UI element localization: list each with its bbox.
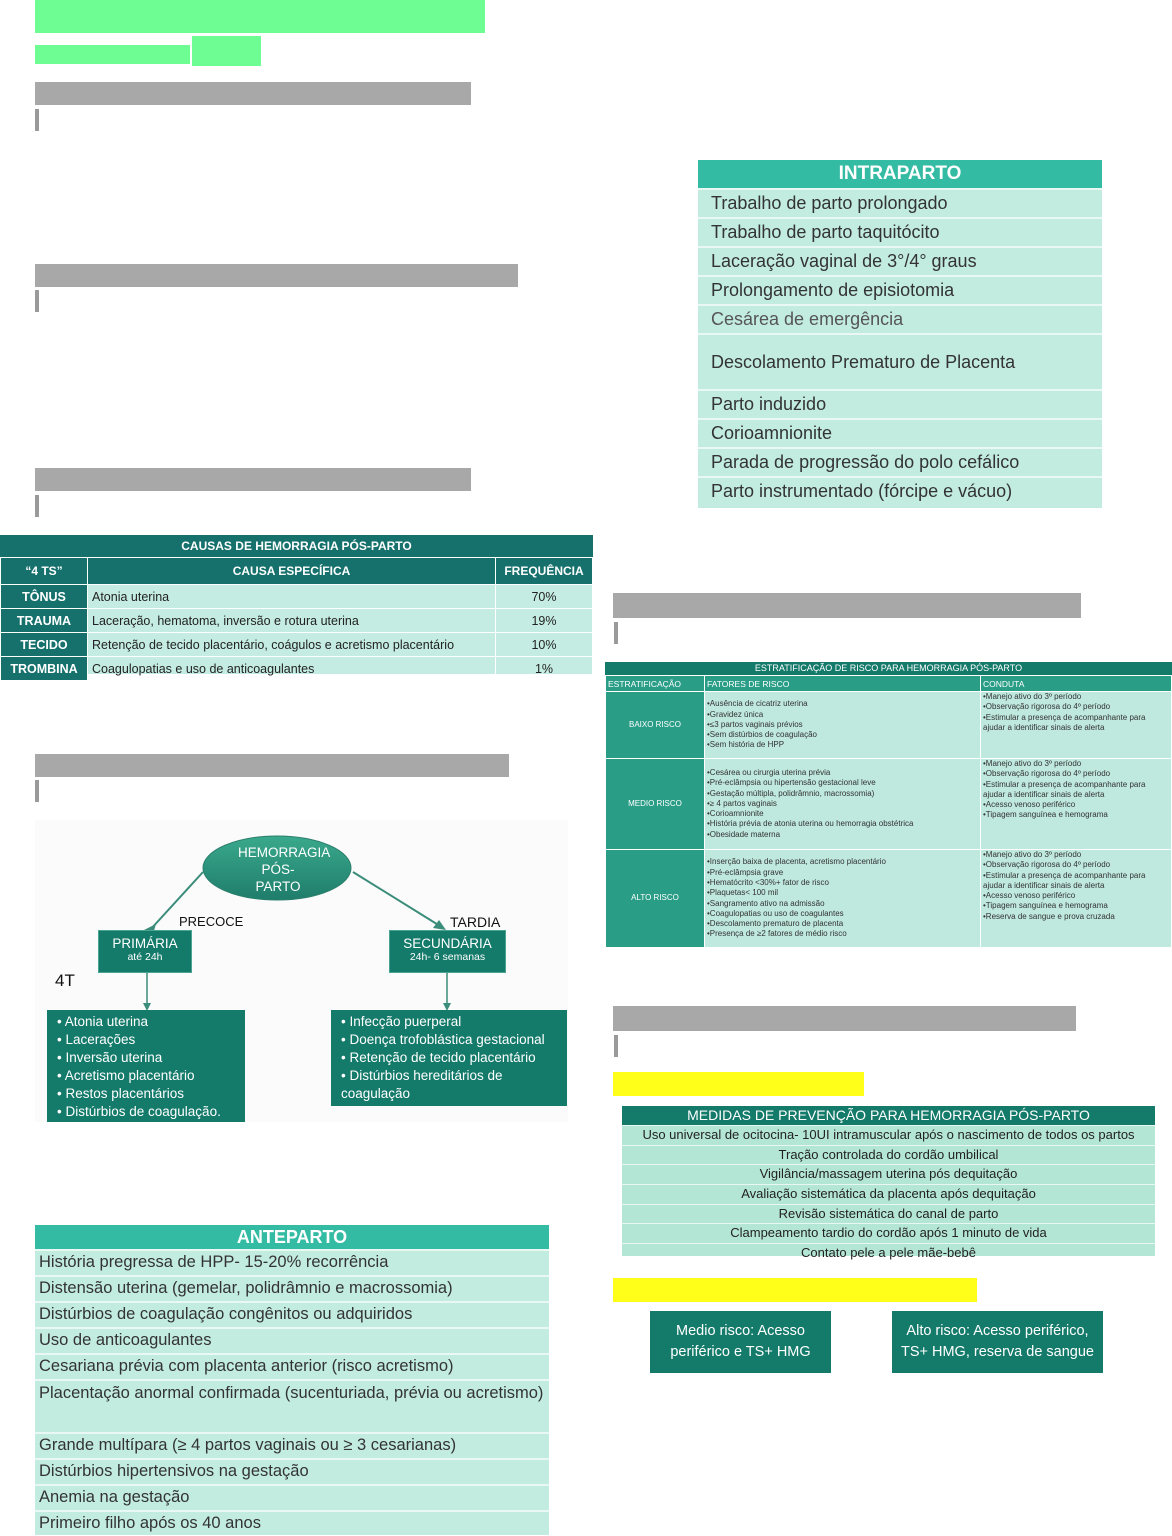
risk-factor: •Sem história de HPP: [707, 740, 785, 750]
list-item: Distúrbios de coagulação congênitos ou adquiridos: [35, 1301, 549, 1327]
list-item: Clampeamento tardio do cordão após 1 minuto de vida: [622, 1223, 1155, 1243]
secondary-box: [389, 930, 506, 973]
causes-cause: Retenção de tecido placentário, coágulos e acretismo placentário: [88, 633, 496, 657]
redacted-caret-1: [35, 109, 39, 131]
risk-conduct: [981, 850, 1172, 948]
list-item: • Distúrbios de coagulação.: [57, 1103, 235, 1121]
list-item: Laceração vaginal de 3°/4° graus: [698, 246, 1102, 275]
risk-conduct-item: •Observação rigorosa do 4º período: [983, 702, 1111, 712]
causes-cause: Coagulopatias e uso de anticoagulantes: [88, 657, 496, 681]
list-item: Contato pele a pele mãe-bebê: [622, 1243, 1155, 1263]
table-row: [1, 657, 593, 681]
risk-factor: •Plaquetas< 100 mil: [707, 888, 779, 898]
list-item: • Restos placentários: [57, 1085, 235, 1103]
risk-level: ALTO RISCO: [606, 850, 705, 948]
label-precoce: PRECOCE: [179, 914, 244, 929]
secondary-sub: 24h- 6 semanas: [409, 951, 486, 963]
risk-table-title: ESTRATIFICAÇÃO DE RISCO PARA HEMORRAGIA PÓS-PARTO: [605, 662, 1172, 675]
high-risk-box: Alto risco: Acesso periférico, TS+ HMG, reserva de sangue: [892, 1311, 1103, 1373]
risk-header-conduct: CONDUTA: [981, 676, 1172, 692]
arrow-right: [433, 920, 446, 930]
risk-conduct-item: •Observação rigorosa do 4º período: [983, 860, 1111, 870]
redacted-caret-5: [614, 622, 618, 644]
list-item: Uso de anticoagulantes: [35, 1327, 549, 1353]
risk-conduct-item: •Observação rigorosa do 4º período: [983, 769, 1111, 779]
list-item: Parto induzido: [698, 389, 1102, 418]
intraparto-title: INTRAPARTO: [698, 160, 1102, 188]
risk-conduct-item: •Tipagem sanguínea e hemograma: [983, 901, 1108, 911]
redacted-title-highlight: [35, 0, 485, 33]
prevention-table: [622, 1106, 1155, 1261]
risk-conduct-item: •Manejo ativo do 3º período: [983, 692, 1082, 701]
risk-level: BAIXO RISCO: [606, 692, 705, 759]
table-row: [606, 759, 1172, 850]
causes-table: [0, 535, 593, 674]
anteparto-table: [35, 1225, 549, 1535]
risk-factor: •Inserção baixa de placenta, acretismo placentário: [707, 857, 886, 867]
list-item: • Acretismo placentário: [57, 1067, 235, 1085]
risk-level: MEDIO RISCO: [606, 759, 705, 850]
risk-factor: •Pré-eclâmpsia grave: [707, 867, 784, 877]
causes-freq: 10%: [496, 633, 593, 657]
redacted-heading-1: [35, 82, 471, 105]
risk-factor: •Pré-eclâmpsia ou hipertensão gestacional leve: [707, 778, 876, 788]
risk-factors: [705, 692, 981, 759]
causes-cause: Laceração, hematoma, inversão e rotura uterina: [88, 609, 496, 633]
risk-factor: •Gravidez única: [707, 709, 764, 719]
risk-conduct-item: •Estimular a presença de acompanhante para: [983, 870, 1146, 880]
list-item: Parada de progressão do polo cefálico: [698, 447, 1102, 476]
list-item: • Infecção puerperal: [341, 1013, 557, 1031]
list-item: Cesárea de emergência: [698, 304, 1102, 333]
causes-header-frequency: FREQUÊNCIA: [496, 558, 593, 585]
primary-causes-list: [47, 1010, 245, 1122]
redacted-caret-2: [35, 290, 39, 312]
risk-conduct-item: ajudar a identificar sinais de alerta: [983, 722, 1105, 732]
redacted-caret-3: [35, 495, 39, 517]
risk-header-factors: FATORES DE RISCO: [705, 676, 981, 692]
connector-right: [353, 872, 440, 926]
list-item: Revisão sistemática do canal de parto: [622, 1204, 1155, 1224]
risk-factor: •Hematócrito <30%+ fator de risco: [707, 877, 829, 887]
risk-conduct-item: •Tipagem sanguínea e hemograma: [983, 810, 1108, 820]
medium-risk-box: Medio risco: Acesso periférico e TS+ HMG: [650, 1311, 831, 1373]
causes-header-cause: CAUSA ESPECÍFICA: [88, 558, 496, 585]
redacted-caret-6: [614, 1035, 618, 1057]
list-item: Primeiro filho após os 40 anos: [35, 1510, 549, 1536]
redacted-heading-6: [613, 1006, 1076, 1031]
intraparto-table: [698, 160, 1102, 508]
list-item: Prolongamento de episiotomia: [698, 275, 1102, 304]
causes-t: TRAUMA: [1, 609, 88, 633]
risk-conduct: [981, 759, 1172, 850]
causes-t: TROMBINA: [1, 657, 88, 681]
risk-factor: •Gestação múltipla, polidrâmnio, macrossomia): [707, 788, 875, 798]
redacted-subtitle-highlight: [35, 45, 190, 64]
secondary-title: SECUNDÁRIA: [403, 936, 492, 951]
label-tardia: TARDIA: [450, 914, 501, 930]
list-item: Tração controlada do cordão umbilical: [622, 1145, 1155, 1165]
table-row: [606, 850, 1172, 948]
secondary-causes-list: [331, 1010, 567, 1106]
risk-conduct-item: ajudar a identificar sinais de alerta: [983, 789, 1105, 799]
primary-sub: até 24h: [127, 951, 163, 963]
risk-conduct: [981, 692, 1172, 759]
risk-conduct-item: •Acesso venoso periférico: [983, 800, 1076, 810]
risk-conduct-item: •Estimular a presença de acompanhante para: [983, 712, 1146, 722]
list-item: Trabalho de parto prolongado: [698, 188, 1102, 217]
causes-table-title: CAUSAS DE HEMORRAGIA PÓS-PARTO: [0, 535, 593, 557]
causes-t: TÔNUS: [1, 585, 88, 609]
list-item: Vigilância/massagem uterina pós dequitação: [622, 1164, 1155, 1184]
list-item: Placentação anormal confirmada (sucenturiada, prévia ou acretismo): [35, 1379, 549, 1432]
causes-t: TECIDO: [1, 633, 88, 657]
primary-box: [98, 930, 192, 973]
list-item: Corioamnionite: [698, 418, 1102, 447]
anteparto-title: ANTEPARTO: [35, 1225, 549, 1249]
table-row: [1, 609, 593, 633]
redacted-caret-4: [35, 780, 39, 802]
list-item: Uso universal de ocitocina- 10UI intramuscular após o nascimento de todos os partos: [622, 1125, 1155, 1145]
yellow-highlight-2: [613, 1278, 977, 1302]
risk-factors: [705, 759, 981, 850]
yellow-highlight-1: [613, 1072, 864, 1096]
risk-conduct-item: •Manejo ativo do 3º período: [983, 759, 1082, 768]
list-item: Descolamento Prematuro de Placenta: [698, 333, 1102, 389]
list-item: • Retenção de tecido placentário: [341, 1049, 557, 1067]
risk-factors: [705, 850, 981, 948]
risk-factor: •Cesárea ou cirurgia uterina prévia: [707, 767, 831, 777]
risk-factor: •Obesidade materna: [707, 829, 781, 839]
side-note-4t: 4T: [55, 971, 75, 990]
table-row: [606, 692, 1172, 759]
list-item: Cesariana prévia com placenta anterior (risco acretismo): [35, 1353, 549, 1379]
risk-header-level: ESTRATIFICAÇÃO: [606, 676, 705, 692]
risk-conduct-item: ajudar a identificar sinais de alerta: [983, 880, 1105, 890]
primary-title: PRIMÁRIA: [112, 936, 178, 951]
causes-freq: 1%: [496, 657, 593, 681]
list-item: • Lacerações: [57, 1031, 235, 1049]
risk-factor: •≤3 partos vaginais prévios: [707, 719, 803, 729]
hpp-flowchart: [35, 820, 568, 1122]
risk-conduct-item: •Manejo ativo do 3º período: [983, 850, 1082, 859]
risk-conduct-item: •Estimular a presença de acompanhante para: [983, 779, 1146, 789]
redacted-heading-2: [35, 264, 518, 287]
list-item: • Doença trofoblástica gestacional: [341, 1031, 557, 1049]
risk-conduct-item: •Acesso venoso periférico: [983, 891, 1076, 901]
redacted-heading-5: [613, 593, 1081, 618]
redacted-subtitle-highlight-2: [192, 36, 261, 66]
list-item: Grande multípara (≥ 4 partos vaginais ou ≥ 3 cesarianas): [35, 1432, 549, 1458]
list-item: • Atonia uterina: [57, 1013, 235, 1031]
risk-factor: •≥ 4 partos vaginais: [707, 798, 777, 808]
prevention-title: MEDIDAS DE PREVENÇÃO PARA HEMORRAGIA PÓS-PARTO: [622, 1106, 1155, 1125]
list-item: História pregressa de HPP- 15-20% recorrência: [35, 1249, 549, 1275]
table-row: [1, 633, 593, 657]
list-item: Distúrbios hipertensivos na gestação: [35, 1458, 549, 1484]
risk-factor: •Corioamnionite: [707, 809, 764, 819]
table-row: [1, 585, 593, 609]
risk-stratification-table: [605, 662, 1172, 947]
risk-factor: •História prévia de atonia uterina ou hemorragia obstétrica: [707, 819, 914, 829]
redacted-heading-4: [35, 754, 509, 777]
causes-header-4ts: “4 TS”: [1, 558, 88, 585]
risk-factor: •Descolamento prematuro de placenta: [707, 919, 844, 929]
list-item: • Distúrbios hereditários de coagulação: [341, 1067, 557, 1103]
risk-factor: •Sangramento ativo na admissão: [707, 898, 825, 908]
redacted-heading-3: [35, 468, 471, 491]
risk-factor: •Coagulopatias ou uso de coagulantes: [707, 908, 844, 918]
flowchart-root: HEMORRAGIA PÓS- PARTO: [238, 845, 331, 894]
risk-factor: •Sem distúrbios de coagulação: [707, 730, 817, 740]
list-item: Distensão uterina (gemelar, polidrâmnio e macrossomia): [35, 1275, 549, 1301]
risk-factor: •Presença de ≥2 fatores de médio risco: [707, 929, 847, 939]
risk-conduct-item: •Reserva de sangue e prova cruzada: [983, 911, 1115, 921]
list-item: Trabalho de parto taquitócito: [698, 217, 1102, 246]
causes-freq: 19%: [496, 609, 593, 633]
list-item: Parto instrumentado (fórcipe e vácuo): [698, 476, 1102, 505]
list-item: Anemia na gestação: [35, 1484, 549, 1510]
causes-cause: Atonia uterina: [88, 585, 496, 609]
list-item: • Inversão uterina: [57, 1049, 235, 1067]
risk-factor: •Ausência de cicatriz uterina: [707, 699, 808, 709]
list-item: Avaliação sistemática da placenta após dequitação: [622, 1184, 1155, 1204]
causes-freq: 70%: [496, 585, 593, 609]
